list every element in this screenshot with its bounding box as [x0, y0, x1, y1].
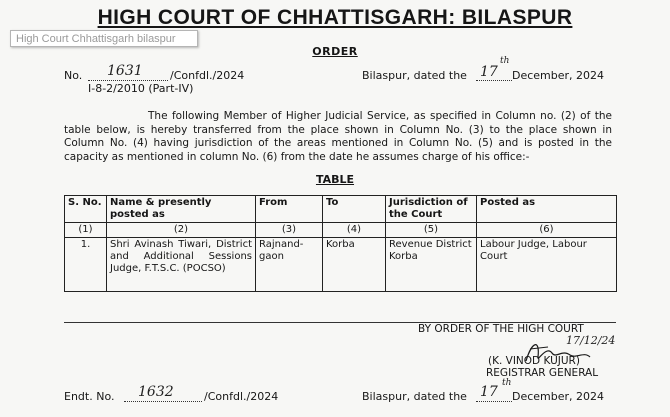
endorsement-label: Endt. No.: [64, 390, 115, 403]
endorsement-day-handwritten: 17: [480, 384, 498, 400]
column-number: (3): [256, 223, 323, 238]
cell-from: Rajnand-gaon: [256, 238, 323, 292]
body-paragraph: The following Member of Higher Judicial Service, as specified in Column no. (2) of the table below, is hereby transferred from the place shown in Column No. (3) to the place shown in Column No. (4) having jurisdiction of the areas mentioned in Column No. (5) and is posted in the capacity as mentioned in column No. (6) from the date he assumes charge of his office:-: [64, 110, 612, 163]
endorsement-no-underline: [124, 401, 202, 402]
header-name: Name & presently posted as: [107, 196, 256, 223]
table-header-row: [65, 196, 617, 223]
order-day-underline: [476, 80, 512, 81]
table-column-number-row: [65, 223, 617, 238]
column-number: (4): [323, 223, 386, 238]
order-heading: ORDER: [312, 45, 358, 58]
file-reference: I-8-2/2010 (Part-IV): [88, 82, 194, 95]
order-no-label: No.: [64, 69, 83, 82]
order-no-handwritten: 1631: [107, 63, 143, 79]
order-no-underline: [88, 80, 168, 81]
column-number: (6): [477, 223, 617, 238]
signature-date-handwritten: 17/12/24: [566, 334, 616, 347]
order-day-suffix: th: [500, 56, 510, 66]
cell-to: Korba: [323, 238, 386, 292]
endorsement-place-date: Bilaspur, dated the: [362, 390, 467, 403]
endorsement-day-underline: [476, 401, 512, 402]
cell-name: Shri Avinash Tiwari, District and Additional Sessions Judge, F.T.S.C. (POCSO): [107, 238, 256, 292]
signatory-designation: REGISTRAR GENERAL: [486, 367, 599, 379]
column-number: (5): [386, 223, 477, 238]
column-number: (2): [107, 223, 256, 238]
table-caption: TABLE: [315, 173, 355, 186]
by-order-line: BY ORDER OF THE HIGH COURT: [418, 323, 584, 335]
endorsement-no-handwritten: 1632: [138, 384, 174, 400]
header-from: From: [256, 196, 323, 223]
endorsement-day-suffix: th: [502, 378, 512, 388]
document-title: HIGH COURT OF CHHATTISGARH: BILASPUR: [97, 6, 573, 29]
cell-jurisdiction: Revenue District Korba: [386, 238, 477, 292]
order-month-year: December, 2024: [512, 69, 605, 82]
header-posted-as: Posted as: [477, 196, 617, 223]
table-row: [65, 238, 617, 292]
endorsement-suffix: /Confdl./2024: [204, 390, 279, 403]
header-to: To: [323, 196, 386, 223]
header-jurisdiction: Jurisdiction of the Court: [386, 196, 477, 223]
cell-posted-as: Labour Judge, Labour Court: [477, 238, 617, 292]
signatory-name: (K. VINOD KUJUR): [488, 355, 580, 367]
image-tooltip: High Court Chhattisgarh bilaspur: [10, 30, 198, 47]
header-sno: S. No.: [65, 196, 107, 223]
cell-sno: 1.: [65, 238, 107, 292]
column-number: (1): [65, 223, 107, 238]
order-day-handwritten: 17: [480, 64, 498, 80]
endorsement-month-year: December, 2024: [512, 390, 605, 403]
transfer-table: [64, 195, 617, 292]
order-no-suffix: /Confdl./2024: [170, 69, 245, 82]
order-place-date: Bilaspur, dated the: [362, 69, 467, 82]
